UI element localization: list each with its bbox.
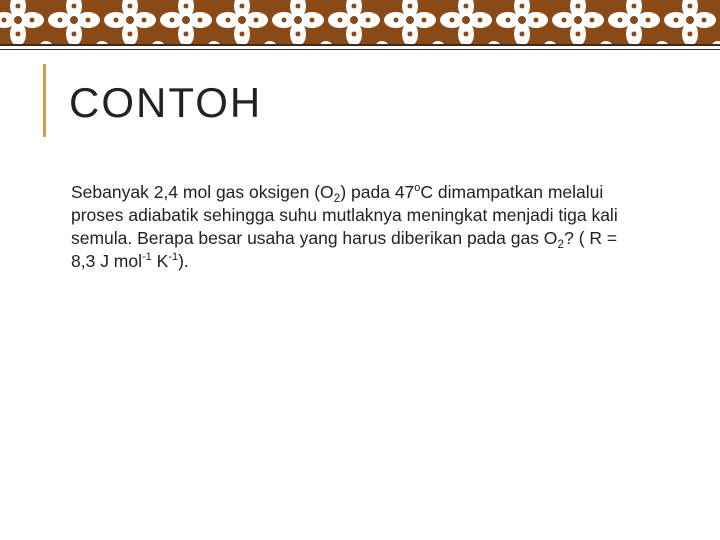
problem-text-part: K xyxy=(151,251,169,271)
batik-pattern xyxy=(0,0,720,46)
header-rule-thick xyxy=(0,44,720,46)
batik-header-band xyxy=(0,0,720,46)
degree-superscript: o xyxy=(414,182,421,194)
problem-text-part: ) pada 47 xyxy=(340,182,415,202)
header-rule-thin xyxy=(0,49,720,50)
subscript-2: 2 xyxy=(333,191,341,205)
problem-text-part: ? ( R = 8,3 J mol xyxy=(71,228,618,271)
subscript-2: 2 xyxy=(557,237,565,251)
title-accent-bar xyxy=(43,64,46,137)
problem-text xyxy=(71,181,631,273)
exponent-minus-one: -1 xyxy=(142,251,152,263)
slide-title: CONTOH xyxy=(69,79,263,126)
problem-text-part: Sebanyak 2,4 mol gas oksigen (O xyxy=(71,182,334,202)
problem-text-part: ). xyxy=(178,251,189,271)
exponent-minus-one: -1 xyxy=(168,251,179,263)
problem-text-part: C dimampatkan melalui proses adiabatik sehingga suhu mutlaknya meningkat menjadi tiga kali semula. Berapa besar usaha yang harus diberikan pada gas O xyxy=(71,182,618,248)
